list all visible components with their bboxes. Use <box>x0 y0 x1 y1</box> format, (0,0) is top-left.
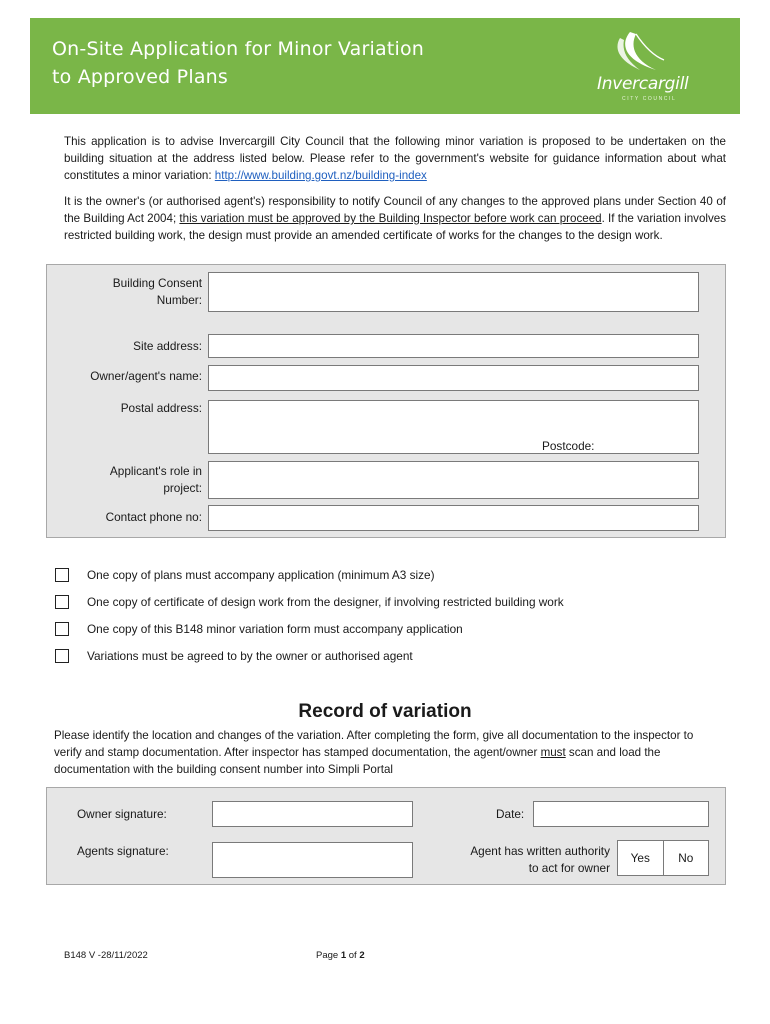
record-text-a: Please identify the location and changes of the variation. After completing the form, give all documentation to the inspector to verify and stamp documentation. After inspector has stamped documentation, the agent/owner <box>54 729 694 759</box>
agent-signature-field[interactable] <box>212 842 413 878</box>
contact-phone-label: Contact phone no: <box>105 510 202 524</box>
intro-paragraph-2 <box>64 193 726 244</box>
applicant-role-label-line-2: project: <box>163 481 202 495</box>
consent-number-label-line-1: Building Consent <box>112 276 202 290</box>
logo-wordmark: Invercargill <box>597 74 689 94</box>
intro-text-2a: It is the owner's (or authorised agent's) responsibility to notify Council of any changes to the approved plans under Section 40 of the Building Act 2004; <box>64 195 726 225</box>
agent-authority-label-line-1: Agent has written authority <box>470 844 610 858</box>
yes-option[interactable]: Yes <box>618 841 664 875</box>
checklist-label: One copy of this B148 minor variation form must accompany application <box>87 622 463 636</box>
record-instructions <box>54 727 714 778</box>
owner-name-field[interactable] <box>208 365 699 391</box>
building-index-link[interactable]: http://www.building.govt.nz/building-index <box>214 169 427 182</box>
page-number <box>316 950 365 961</box>
council-logo <box>570 30 700 106</box>
consent-number-field[interactable] <box>208 272 699 312</box>
intro-text-2-underlined: this variation must be approved by the Building Inspector before work can proceed <box>179 212 602 225</box>
intro-text-2b: . If the variation involves restricted building work, the design must provide an amended certificate of works for the changes to the design work. <box>64 212 727 242</box>
postcode-label: Postcode: <box>542 439 595 453</box>
checkbox[interactable] <box>55 568 69 582</box>
agent-authority-label <box>432 843 610 877</box>
signature-panel <box>46 787 726 885</box>
site-address-field[interactable] <box>208 334 699 358</box>
record-heading: Record of variation <box>298 701 472 722</box>
checkbox[interactable] <box>55 649 69 663</box>
applicant-role-label-line-1: Applicant's role in <box>109 464 202 478</box>
contact-phone-field[interactable] <box>208 505 699 531</box>
consent-number-label-line-2: Number: <box>156 293 202 307</box>
page-title-line-1: On-Site Application for Minor Variation <box>52 38 425 60</box>
agent-authority-label-line-2: to act for owner <box>528 861 610 875</box>
header-banner <box>30 18 740 114</box>
postal-address-field[interactable] <box>208 400 699 454</box>
owner-signature-field[interactable] <box>212 801 413 827</box>
no-option[interactable]: No <box>678 851 694 865</box>
applicant-details-panel <box>46 264 726 538</box>
checklist-label: One copy of certificate of design work from the designer, if involving restricted building work <box>87 595 564 609</box>
page-current: 1 <box>340 950 347 961</box>
checkbox[interactable] <box>55 622 69 636</box>
checklist-label: One copy of plans must accompany application (minimum A3 size) <box>87 568 435 582</box>
date-label: Date: <box>496 807 525 821</box>
page-prefix: Page <box>316 950 341 961</box>
page-total: 2 <box>359 950 365 961</box>
intro-paragraph-1 <box>64 133 726 184</box>
checklist-label: Variations must be agreed to by the owner or authorised agent <box>87 649 413 663</box>
agent-signature-label: Agents signature: <box>77 844 169 858</box>
applicant-role-label <box>57 463 202 497</box>
consent-number-label <box>87 275 202 309</box>
page-middle: of <box>346 950 360 961</box>
page-title-line-2: to Approved Plans <box>52 66 229 88</box>
intro-text-1: This application is to advise Invercargill City Council that the following minor variation is proposed to be undertaken on the building situation at the address listed below. Please refer to the government's website for guidance information about what constitutes a minor variation: <box>64 135 726 182</box>
record-text-underlined: must <box>540 746 566 759</box>
applicant-role-field[interactable] <box>208 461 699 499</box>
authority-yes-no <box>617 840 709 876</box>
owner-signature-label: Owner signature: <box>77 807 167 821</box>
checkbox[interactable] <box>55 595 69 609</box>
form-code: B148 V -28/11/2022 <box>64 950 148 961</box>
swoosh-icon <box>610 30 666 76</box>
postal-address-label: Postal address: <box>120 401 202 415</box>
date-field[interactable] <box>533 801 709 827</box>
record-text-b: scan and load the documentation with the building consent number into Simpli Portal <box>54 746 661 776</box>
site-address-label: Site address: <box>133 339 202 353</box>
owner-name-label: Owner/agent's name: <box>90 369 202 383</box>
logo-subtitle: CITY COUNCIL <box>622 96 677 102</box>
